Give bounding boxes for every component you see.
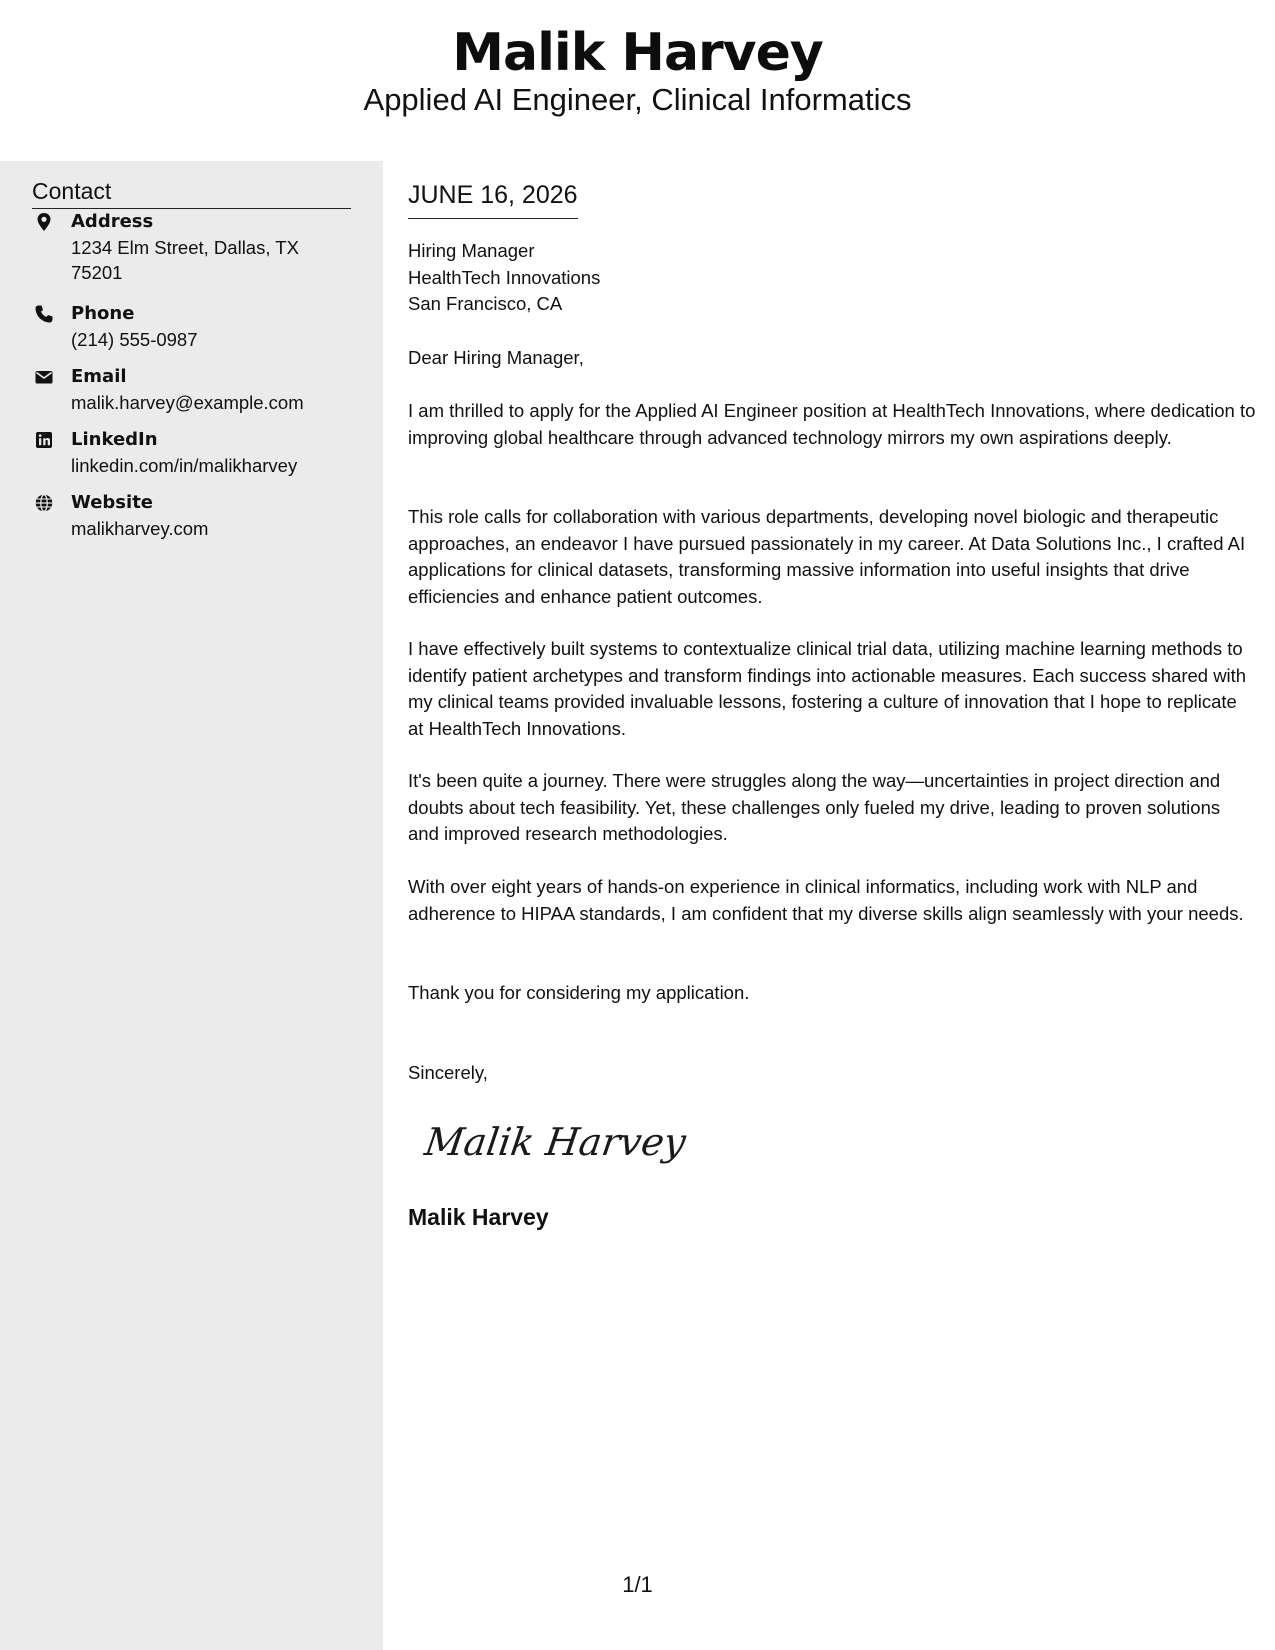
salutation: Dear Hiring Manager, [408, 347, 584, 368]
contact-label: Address [71, 211, 154, 232]
linkedin-icon [34, 430, 54, 450]
recipient-block [408, 238, 600, 318]
contact-label: Website [71, 492, 154, 513]
contact-value: (214) 555-0987 [71, 329, 198, 350]
phone-icon [34, 304, 54, 324]
body-paragraph: It's been quite a journey. There were struggles along the way—uncertainties in project direction and doubts about tech feasibility. Yet, these challenges only fueled my drive, leading to proven solutions and improved research methodologies. [408, 770, 1221, 844]
signature-text: Malik Harvey [421, 1121, 689, 1165]
contact-label: Phone [71, 303, 135, 324]
body-paragraph: With over eight years of hands-on experience in clinical informatics, including work with NLP and adherence to HIPAA standards, I am confident that my diverse skills align seamlessly with your needs. [408, 876, 1244, 924]
applicant-title: Applied AI Engineer, Clinical Informatics [363, 82, 912, 117]
envelope-icon [34, 367, 54, 387]
contact-value: linkedin.com/in/malikharvey [71, 455, 298, 476]
contact-value: malikharvey.com [71, 518, 209, 539]
recipient-line: San Francisco, CA [408, 293, 563, 314]
applicant-name: Malik Harvey [452, 23, 823, 83]
recipient-line: HealthTech Innovations [408, 266, 601, 288]
contact-value: 1234 Elm Street, Dallas, TX 75201 [71, 237, 299, 283]
body-paragraph: Thank you for considering my application. [408, 982, 750, 1003]
handwritten-signature [421, 1115, 689, 1175]
map-pin-icon [34, 212, 54, 232]
contact-sidebar [0, 161, 383, 1650]
contact-heading: Contact [32, 176, 351, 209]
body-paragraph: This role calls for collaboration with various departments, developing novel biologic and therapeutic approaches, an endeavor I have pursued passionately in my career. At Data Solutions Inc., I crafted AI applications for clinical datasets, transforming massive information into useful insights that drive efficiencies and enhance patient outcomes. [408, 506, 1246, 607]
globe-icon [34, 493, 54, 513]
letter-date: JUNE 16, 2026 [408, 178, 578, 219]
closing: Sincerely, [408, 1062, 488, 1083]
contact-label: Email [71, 366, 127, 387]
recipient-line: Hiring Manager [408, 240, 535, 261]
page-number: 1/1 [622, 1572, 653, 1597]
body-paragraph: I have effectively built systems to contextualize clinical trial data, utilizing machine learning methods to identify patient archetypes and transform findings into actionable measures. Each success shared with my clinical teams provided invaluable lessons, fostering a culture of innovation that I hope to replicate at HealthTech Innovations. [408, 638, 1247, 739]
contact-value: malik.harvey@example.com [71, 392, 304, 413]
letter-header [0, 0, 1275, 160]
signer-name: Malik Harvey [408, 1204, 549, 1230]
contact-label: LinkedIn [71, 429, 158, 450]
body-paragraph: I am thrilled to apply for the Applied AI Engineer position at HealthTech Innovations, where dedication to improving global healthcare through advanced technology mirrors my own aspirations deeply. [408, 400, 1256, 448]
